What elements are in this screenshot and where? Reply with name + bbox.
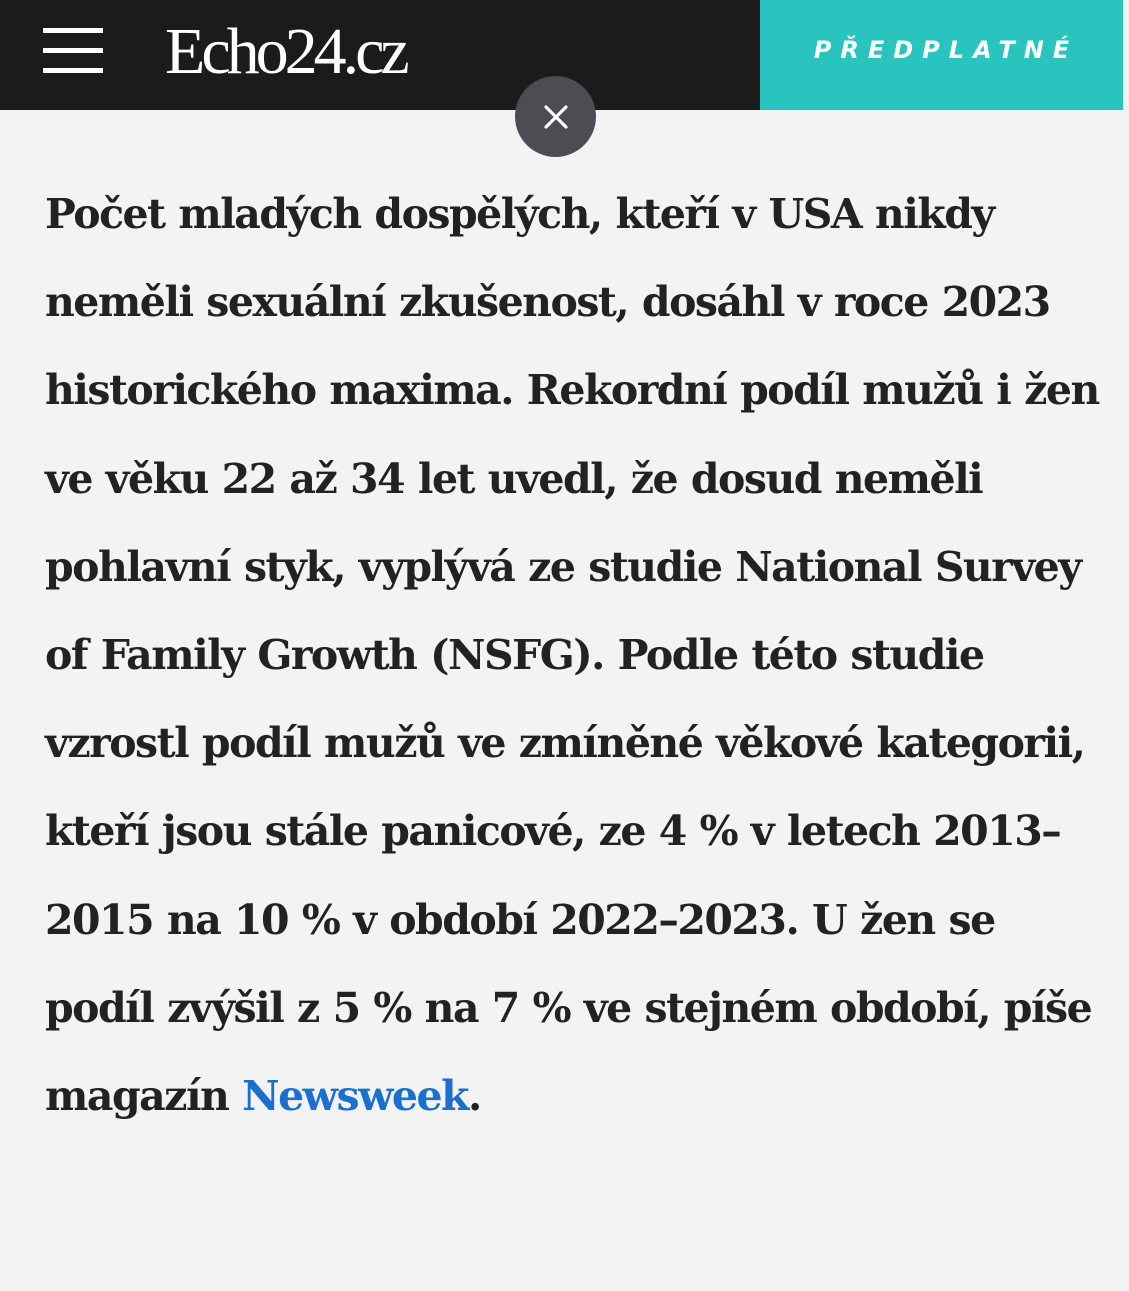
hamburger-menu-icon[interactable]	[43, 28, 103, 74]
close-button[interactable]	[515, 76, 596, 157]
article-text: Počet mladých dospělých, kteří v USA nikdy neměli sexuální zkušenost, dosáhl v roce 2023 historického maxima. Rekordní podíl mužů i žen ve věku 22 až 34 let uvedl, že dosud neměli pohlavní styk, vyplývá ze studie National Survey of Family Growth (NSFG). Podle této studie vzrostl podíl mužů ve zmíněné věkové kategorii, kteří jsou stále panicové, ze 4 % v letech 2013–2015 na 10 % v období 2022–2023. U žen se podíl zvýšil z 5 % na 7 % ve stejném období, píše magazín	[45, 190, 1099, 1121]
site-logo[interactable]: Echo24.cz	[165, 15, 406, 88]
menu-line	[43, 48, 103, 53]
article-trailing-text: .	[467, 1072, 481, 1121]
close-icon	[543, 104, 569, 130]
subscribe-label: PŘEDPLATNÉ	[813, 36, 1079, 64]
menu-line	[43, 28, 103, 33]
newsweek-link[interactable]: Newsweek	[242, 1072, 468, 1121]
top-navigation-bar	[0, 0, 760, 110]
subscribe-button[interactable]	[760, 0, 1123, 110]
menu-line	[43, 68, 103, 73]
article-paragraph	[45, 170, 1105, 1140]
